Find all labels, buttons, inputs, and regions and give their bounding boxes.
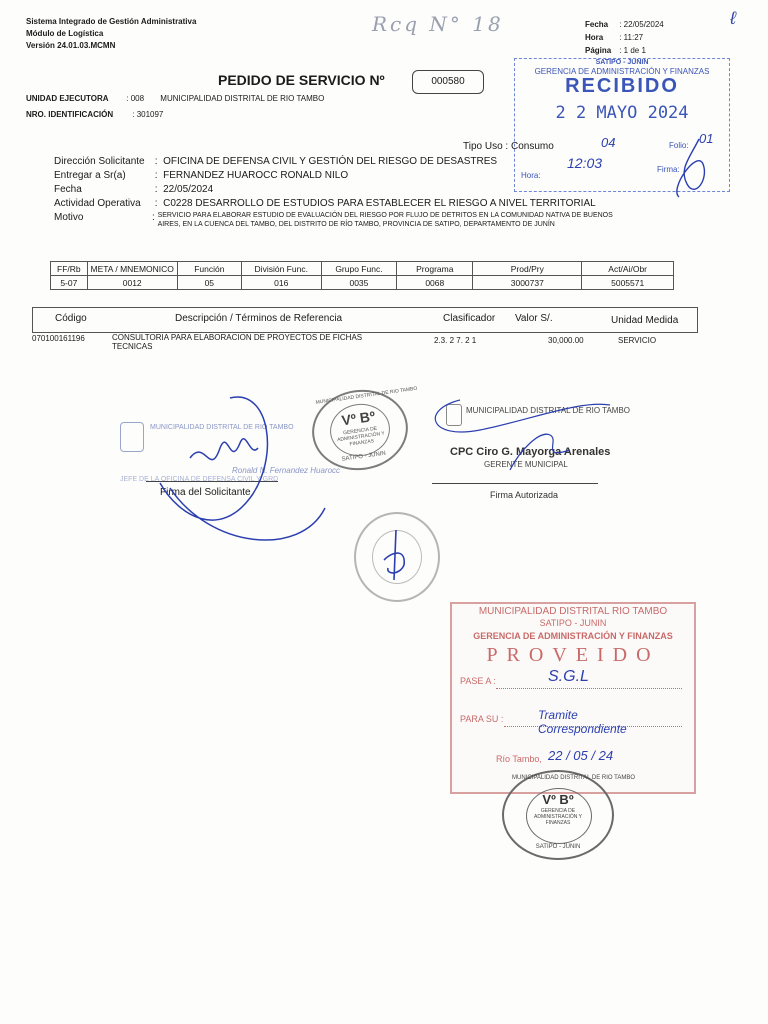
fecha-field-value: 22/05/2024 [163,184,214,195]
identificacion-label: NRO. IDENTIFICACIÓN [26,110,114,119]
pase-line [496,688,682,689]
autorizada-stamp-org: MUNICIPALIDAD DISTRITAL DE RIO TAMBO [466,406,631,415]
recibido-line2: GERENCIA DE ADMINISTRACIÓN Y FINANZAS [534,67,710,76]
budget-cell: 016 [241,276,321,290]
recibido-date: 2 2 MAYO 2024 [555,103,689,123]
coat-of-arms-icon [120,422,144,452]
hora-label: Hora [585,33,604,42]
proveido-word: PROVEIDO [486,644,660,666]
firma-solicitante-label: Firma del Solicitante [160,487,251,498]
lugar-label: Río Tambo, [496,754,542,764]
recibido-line1: SATIPO - JUNIN [595,59,649,66]
budget-header: Prod/Pry [473,262,582,276]
item-desc-line2: TECNICAS [112,342,153,351]
table-row [32,333,696,355]
tipo-uso-value: Consumo [511,141,554,152]
entregar-label: Entregar a Sr(a) [54,170,126,181]
pase-value: S.G.L [548,668,589,685]
pase-label: PASE A : [460,676,496,686]
hora-value: 11:27 [623,33,644,42]
folio-value: 01 [699,131,714,146]
proveido-line1: MUNICIPALIDAD DISTRITAL RIO TAMBO [478,606,668,617]
direccion-label: Dirección Solicitante [54,156,145,167]
unidad-name: MUNICIPALIDAD DISTRITAL DE RIO TAMBO [160,94,325,103]
col-valor: Valor S/. [515,313,553,324]
para-label: PARA SU : [460,714,504,724]
system-name: Sistema Integrado de Gestión Administrativa [26,17,197,26]
fecha-label: Fecha [585,20,609,29]
recibido-word: RECIBIDO [565,75,679,97]
proveido-stamp [450,602,696,794]
corner-mark: ℓ [730,8,736,28]
reg-value: 04 [601,135,616,150]
budget-header: META / MNEMONICO [87,262,177,276]
vobo-sub-text: GERENCIA DE ADMINISTRACIÓN Y FINANZAS [336,425,386,448]
proveido-fecha: 22 / 05 / 24 [548,748,614,763]
vobo-ring-text: MUNICIPALIDAD DISTRITAL DE RIO TAMBO [315,385,418,406]
col-descripcion: Descripción / Términos de Referencia [175,313,343,324]
budget-cell: 5-07 [51,276,88,290]
item-unidad: SERVICIO [618,336,657,345]
vobo-stamp-3 [502,770,636,860]
item-codigo: 070100161196 [32,334,85,343]
unidad-label: UNIDAD EJECUTORA [26,94,109,103]
module-name: Módulo de Logística [26,29,104,38]
proveido-line2: SATIPO - JUNIN [539,618,607,628]
recibido-firma-label: Firma: [657,165,680,174]
solicitante-signature [150,388,330,558]
folio-label: Folio: [669,141,689,150]
item-descripcion [112,333,362,351]
doc-number: 000580 [412,70,484,94]
header-meta: Fecha : 22/05/2024 Hora : 11:27 Página : 1 de 1 [585,20,664,55]
firma-autorizada-label: Firma Autorizada [490,490,559,500]
pagina-value: 1 de 1 [623,46,646,55]
solicitante-stamp-org: MUNICIPALIDAD DISTRITAL DE RIO TAMBO [150,424,294,431]
budget-header: División Func. [241,262,321,276]
item-desc-line1: CONSULTORIA PARA ELABORACION DE PROYECTOS DE FICHAS [112,333,363,342]
vobo-3-sub-text: GERENCIA DE ADMINISTRACIÓN Y FINANZAS [534,808,582,826]
fecha-field-label: Fecha [54,184,82,195]
recibido-hora-label: Hora: [521,171,541,180]
pagina-label: Página [585,46,612,55]
budget-header: Act/Ai/Obr [582,262,674,276]
vobo-3-ring-text: MUNICIPALIDAD DISTRITAL DE RIO TAMBO [512,775,636,781]
unidad-code: 008 [130,94,145,103]
page-title: PEDIDO DE SERVICIO Nº [218,72,385,88]
handwritten-reference: Rcq N° 18 [372,12,504,36]
vobo-3-text: Vº Bº [542,792,574,807]
request-fields: Dirección Solicitante : OFICINA DE DEFENSA CIVIL Y GESTIÓN DEL RIESGO DE DESASTRES Entregar a Sr(a) : FERNANDEZ HUAROCC RONALD NILO Fecha : 22/05/2024 Actividad Operativa : C0228 DESARROLLO DE ESTUDIOS PARA ESTABLECER EL RIESGO A NIVEL TERRITORIAL Motivo : SERVICIO PARA ELABORAR ESTUDIO DE EVALUACIÓN DEL RIESGO POR FLUJO DE DETRITOS EN LA COMUNIDAD NATIVA DE BUENOS AIRES, EN LA CUENCA DEL TAMBO, DEL DISTRITO DE RÍO TAMBO, PROVINCIA DE SATIPO, DEPARTAMENTO DE JUNÍN [54,156,613,228]
budget-cell: 05 [177,276,241,290]
budget-table [50,261,674,290]
recibido-hora-value: 12:03 [567,155,603,171]
budget-header: Función [177,262,241,276]
budget-cell: 3000737 [473,276,582,290]
vobo-bottom-text: SATIPO - JUNIN [341,450,387,463]
motivo-line1: SERVICIO PARA ELABORAR ESTUDIO DE EVALUACIÓN DEL RIESGO POR FLUJO DE DETRITOS EN LA COMUNIDAD NATIVA DE BUENOS [157,212,613,219]
system-info [26,16,196,52]
identificacion-value: 301097 [136,110,164,119]
proveido-line3: GERENCIA DE ADMINISTRACIÓN Y FINANZAS [473,631,673,641]
tipo-uso: Tipo Uso : Consumo [463,141,554,152]
budget-header: Grupo Func. [321,262,397,276]
items-header [32,307,698,333]
vobo-text: Vº Bº [340,407,377,429]
col-codigo: Código [55,313,87,324]
motivo-value [158,211,613,229]
budget-cell: 0068 [397,276,473,290]
motivo-line2: AIRES, EN LA CUENCA DEL TAMBO, DEL DISTRITO DE RÍO TAMBO, PROVINCIA DE SATIPO, DEPARTAMENTO DE JUNÍN [157,221,555,228]
autorizada-name: CPC Ciro G. Mayorga Arenales [450,446,611,458]
item-valor: 30,000.00 [548,336,584,345]
solicitante-role: JEFE DE LA OFICINA DE DEFENSA CIVIL Y GRD [120,476,279,483]
budget-cell: 0035 [321,276,397,290]
vobo-2-signature [366,520,426,600]
entregar-value: FERNANDEZ HUAROCC RONALD NILO [163,170,349,181]
fecha-value: 22/05/2024 [623,20,664,29]
budget-cell: 0012 [87,276,177,290]
actividad-label: Actividad Operativa [54,198,141,209]
budget-header: Programa [397,262,473,276]
budget-header: FF/Rb [51,262,88,276]
col-unidad: Unidad Medida [611,315,679,326]
item-clasificador: 2.3. 2 7. 2 1 [434,336,477,345]
nro-identificacion: NRO. IDENTIFICACIÓN : 301097 [26,110,164,119]
budget-cell: 5005571 [582,276,674,290]
motivo-label: Motivo [54,212,84,223]
autorizada-signature [420,380,620,490]
vobo-3-bottom-text: SATIPO - JUNIN [535,844,581,850]
col-clasificador: Clasificador [443,313,496,324]
direccion-value: OFICINA DE DEFENSA CIVIL Y GESTIÓN DEL RIESGO DE DESASTRES [163,156,498,167]
para-value: Tramite Correspondiente [538,708,627,736]
autorizada-role: GERENTE MUNICIPAL [484,460,568,469]
unidad-ejecutora: UNIDAD EJECUTORA : 008 MUNICIPALIDAD DISTRITAL DE RIO TAMBO [26,94,325,103]
budget-value-row [51,276,674,290]
solicitante-name: Ronald N. Fernandez Huarocc [232,466,341,475]
version: Versión 24.01.03.MCMN [26,41,116,50]
budget-header-row [51,262,674,276]
actividad-value: C0228 DESARROLLO DE ESTUDIOS PARA ESTABLECER EL RIESGO A NIVEL TERRITORIAL [163,198,596,209]
tipo-uso-label: Tipo Uso [463,141,503,152]
